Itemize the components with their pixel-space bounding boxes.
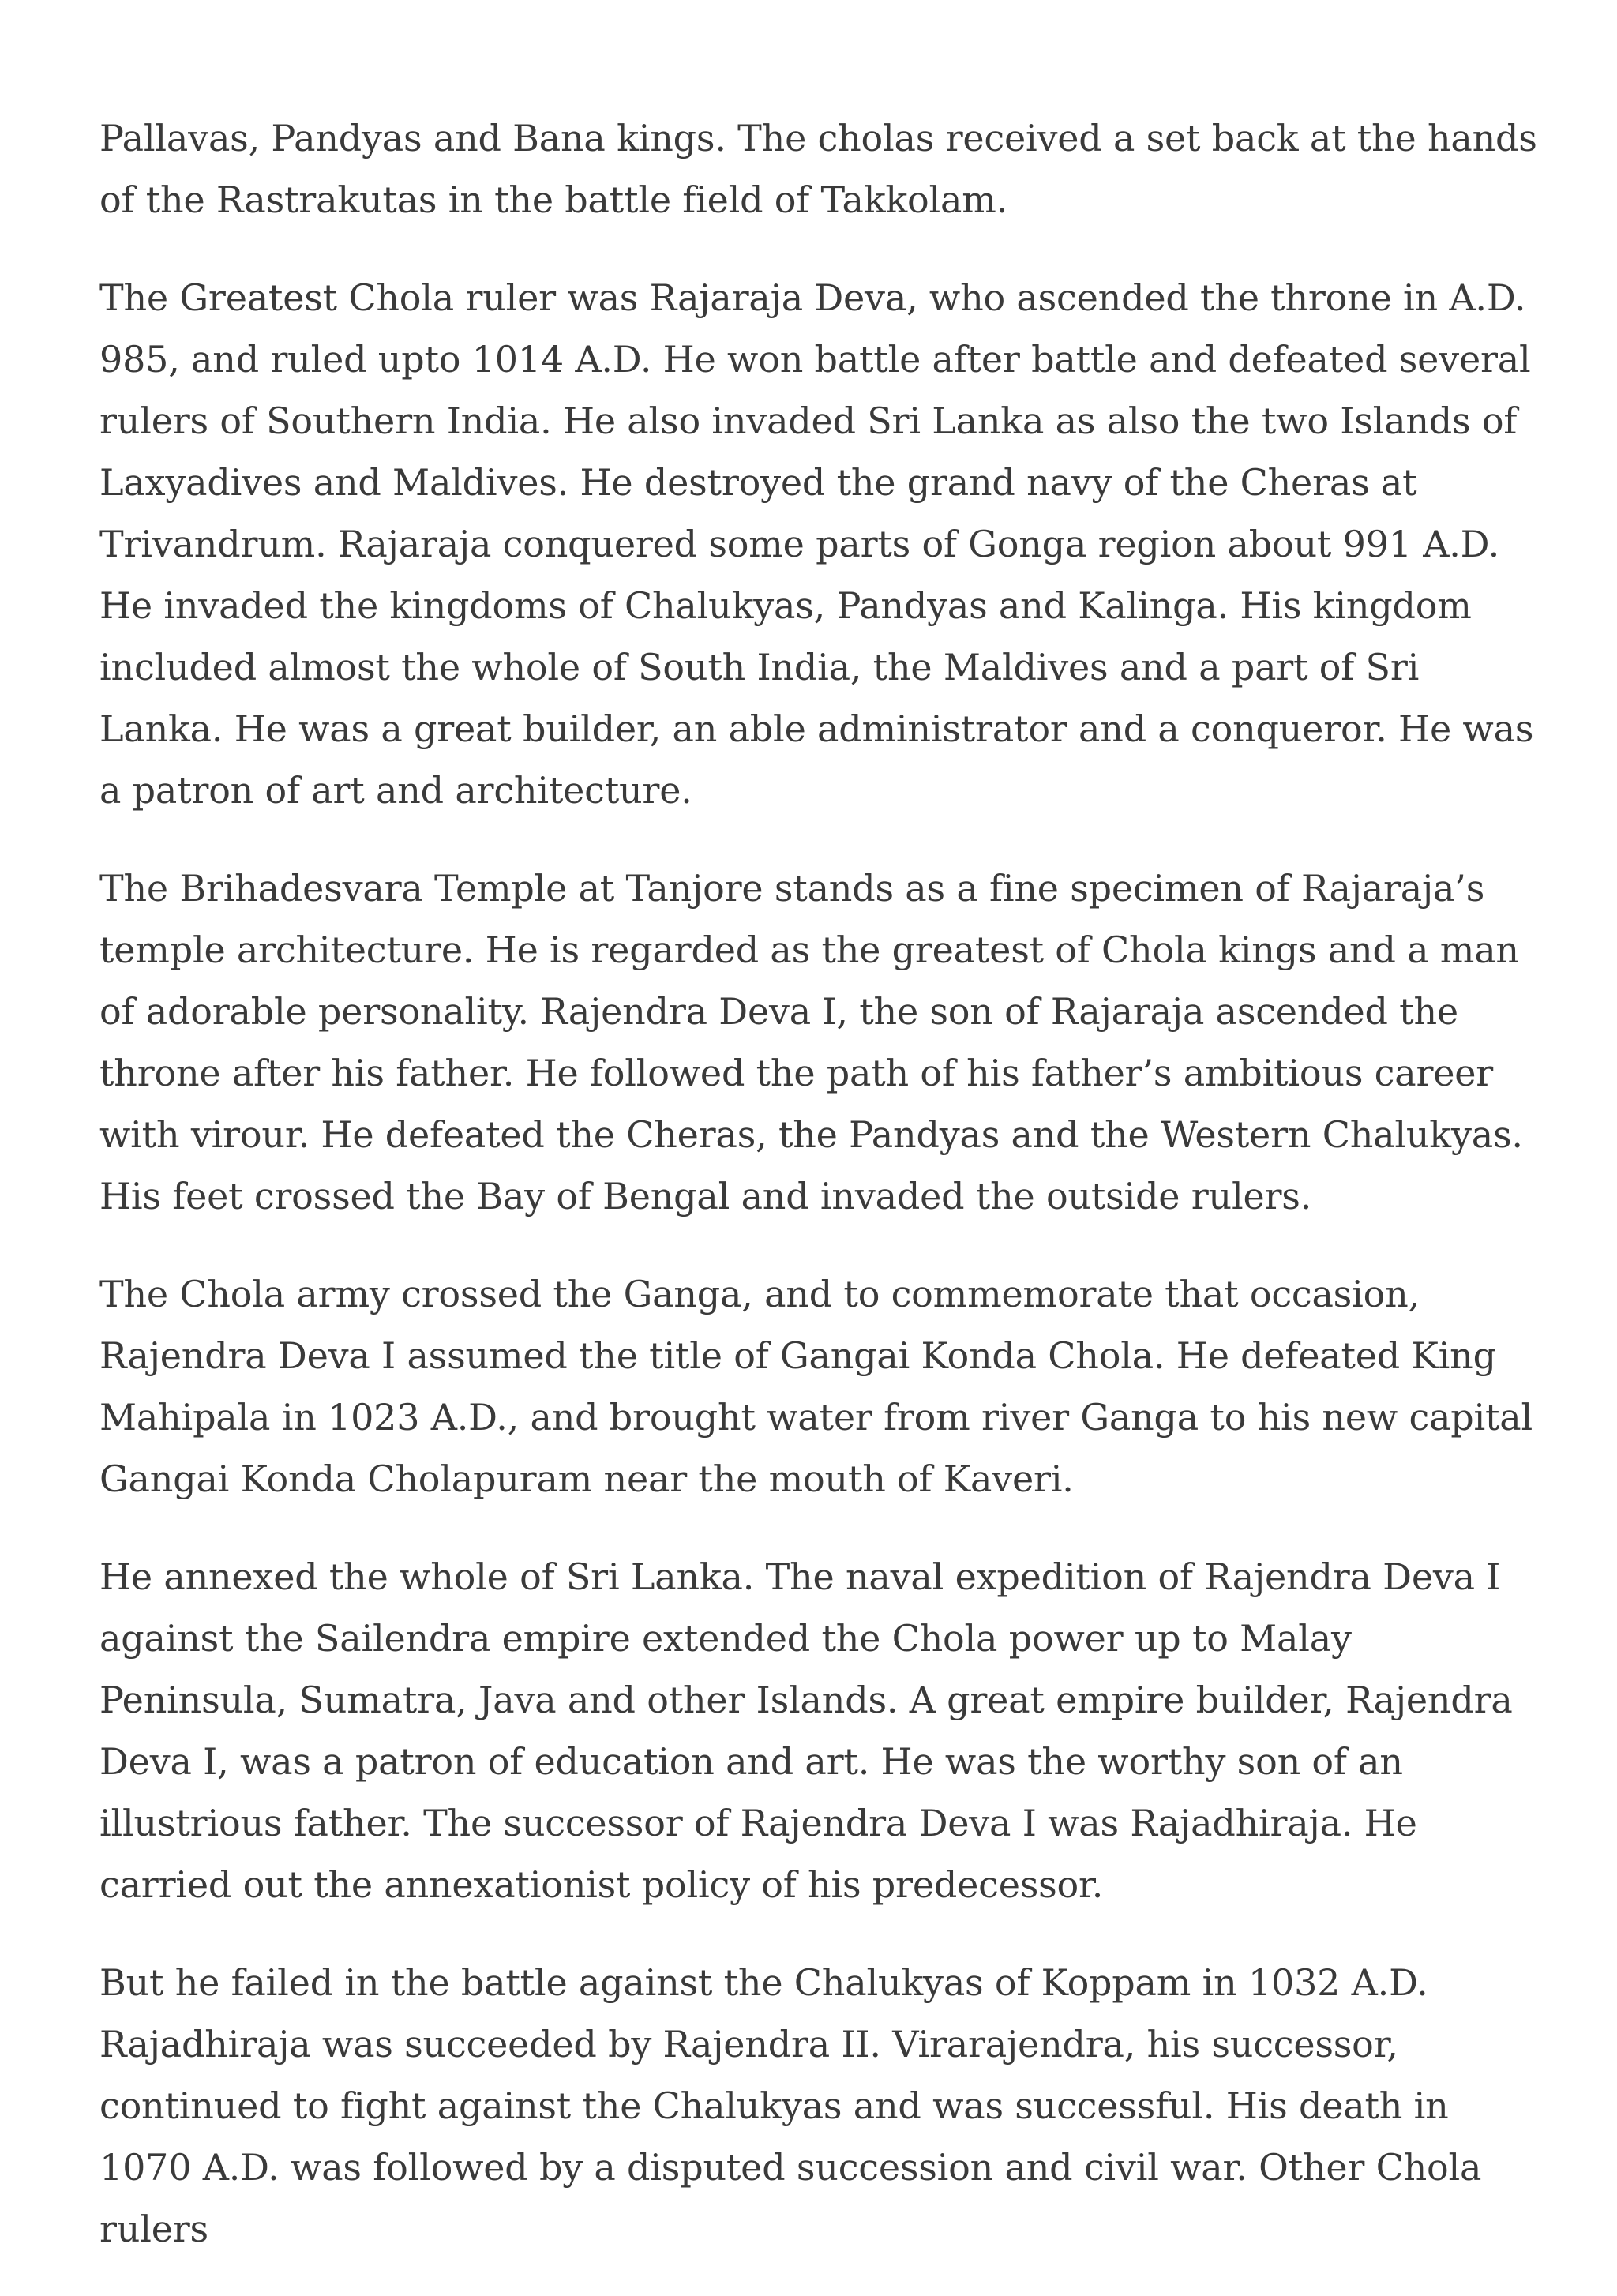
- paragraph-1: Pallavas, Pandyas and Bana kings. The cholas received a set back at the hands of the Rastrakutas in the battle field of Takkolam.: [99, 117, 1537, 221]
- paragraph-6: But he failed in the battle against the Chalukyas of Koppam in 1032 A.D. Rajadhiraja was succeeded by Rajendra II. Virarajendra, his successor, continued to fight against the Chalukyas and was successful. His death in 1070 A.D. was followed by a disputed succession and civil war. Other Chola rulers: [99, 1961, 1482, 2250]
- paragraph-4: The Chola army crossed the Ganga, and to commemorate that occasion, Rajendra Deva I assumed the title of Gangai Konda Chola. He defeated King Mahipala in 1023 A.D., and brought water from river Ganga to his new capital Gangai Konda Cholapuram near the mouth of Kaveri.: [99, 1273, 1533, 1500]
- paragraph-5: He annexed the whole of Sri Lanka. The naval expedition of Rajendra Deva I against the Sailendra empire extended the Chola power up to Malay Peninsula, Sumatra, Java and other Islands. A great empire builder, Rajendra Deva I, was a patron of education and art. He was the worthy son of an illustrious father. The successor of Rajendra Deva I was Rajadhiraja. He carried out the annexationist policy of his predecessor.: [99, 1555, 1513, 1906]
- paragraph-2: The Greatest Chola ruler was Rajaraja Deva, who ascended the throne in A.D. 985, and ruled upto 1014 A.D. He won battle after battle and defeated several rulers of Southern India. He also invaded Sri Lanka as also the two Islands of Laxyadives and Maldives. He destroyed the grand navy of the Cheras at Trivandrum. Rajaraja conquered some parts of Gonga region about 991 A.D. He invaded the kingdoms of Chalukyas, Pandyas and Kalinga. His kingdom included almost the whole of South India, the Maldives and a part of Sri Lanka. He was a great builder, an able administrator and a conqueror. He was a patron of art and architecture.: [99, 276, 1534, 812]
- document-page: [99, 107, 1544, 2296]
- paragraph-3: The Brihadesvara Temple at Tanjore stands as a fine specimen of Rajaraja’s temple architecture. He is regarded as the greatest of Chola kings and a man of adorable personality. Rajendra Deva I, the son of Rajaraja ascended the throne after his father. He followed the path of his father’s ambitious career with virour. He defeated the Cheras, the Pandyas and the Western Chalukyas. His feet crossed the Bay of Bengal and invaded the outside rulers.: [99, 867, 1523, 1217]
